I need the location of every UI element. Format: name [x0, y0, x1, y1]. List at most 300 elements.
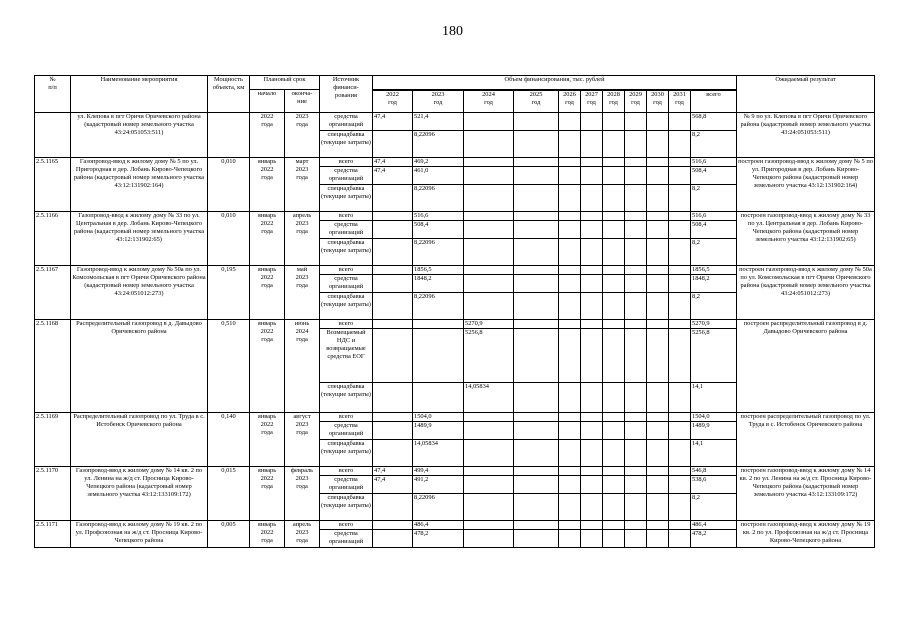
row-source: всего	[320, 467, 373, 476]
row-capacity: 0,510	[208, 320, 250, 413]
row-value	[647, 467, 669, 476]
row-value	[581, 329, 603, 383]
row-value	[647, 329, 669, 383]
row-value	[514, 329, 559, 383]
row-value: 5270,9	[464, 320, 514, 329]
row-value	[603, 113, 625, 131]
row-value: 8,22096	[413, 239, 464, 266]
row-value	[464, 158, 514, 167]
row-source: спецнадбавка (текущие затраты)	[320, 494, 373, 521]
row-value	[514, 275, 559, 293]
row-value	[559, 467, 581, 476]
row-value	[559, 131, 581, 158]
header-year-9: 2031 год	[669, 91, 691, 113]
row-value	[625, 521, 647, 530]
row-value	[559, 239, 581, 266]
row-value	[625, 467, 647, 476]
row-value	[373, 422, 413, 440]
row-value	[603, 476, 625, 494]
row-value	[373, 440, 413, 467]
row-value: 461,0	[413, 167, 464, 185]
row-value	[669, 329, 691, 383]
row-value	[581, 221, 603, 239]
row-value	[464, 239, 514, 266]
row-value	[669, 185, 691, 212]
row-value	[373, 383, 413, 413]
row-value	[514, 413, 559, 422]
row-value: 508,4	[691, 167, 737, 185]
row-value	[647, 131, 669, 158]
row-start: январь 2022 года	[250, 320, 285, 413]
row-value	[625, 185, 647, 212]
row-value	[647, 422, 669, 440]
row-id: 2.5.1170	[35, 467, 71, 521]
row-capacity: 0,015	[208, 467, 250, 521]
header-year-10: всего	[691, 91, 737, 113]
row-value	[464, 440, 514, 467]
row-value	[373, 530, 413, 548]
row-value	[559, 329, 581, 383]
row-value	[559, 275, 581, 293]
row-value	[514, 239, 559, 266]
row-value	[669, 293, 691, 320]
row-value	[647, 494, 669, 521]
row-source: средства организаций	[320, 530, 373, 548]
row-value	[669, 383, 691, 413]
row-value	[625, 275, 647, 293]
row-value	[559, 167, 581, 185]
row-result: построен газопровод-ввод к жилому дому № 50а по ул. Комсомольская в пгт Оричи Оричевского района (кадастровый номер земельного участка 43:24:051012:273)	[737, 266, 875, 320]
row-value	[581, 413, 603, 422]
row-value	[373, 521, 413, 530]
row-start: январь 2022 года	[250, 521, 285, 548]
row-value: 47,4	[373, 167, 413, 185]
row-value	[647, 266, 669, 275]
header-year-2: 2024 год	[464, 91, 514, 113]
row-value: 47,4	[373, 476, 413, 494]
row-value	[625, 221, 647, 239]
table-row	[35, 413, 875, 422]
row-value	[581, 113, 603, 131]
row-value	[669, 413, 691, 422]
row-end: март 2023 года	[285, 158, 320, 212]
row-value	[647, 113, 669, 131]
row-value: 5256,8	[464, 329, 514, 383]
row-value: 8,2	[691, 293, 737, 320]
row-source: всего	[320, 320, 373, 329]
row-value	[514, 530, 559, 548]
row-value	[514, 467, 559, 476]
row-value	[669, 158, 691, 167]
row-value	[603, 530, 625, 548]
row-value	[669, 440, 691, 467]
row-end: 2023 года	[285, 113, 320, 158]
header-source: Источник финанси- рования	[320, 76, 373, 113]
row-value	[559, 413, 581, 422]
row-value	[603, 440, 625, 467]
row-value	[413, 329, 464, 383]
row-value	[373, 329, 413, 383]
row-value	[625, 293, 647, 320]
row-value	[647, 185, 669, 212]
row-value	[373, 239, 413, 266]
row-value: 546,8	[691, 467, 737, 476]
row-value	[625, 440, 647, 467]
row-value	[514, 476, 559, 494]
row-source: всего	[320, 521, 373, 530]
row-value	[625, 266, 647, 275]
row-source: средства организаций	[320, 476, 373, 494]
row-value	[603, 521, 625, 530]
page-number: 180	[442, 24, 463, 39]
row-value	[514, 221, 559, 239]
row-value	[559, 440, 581, 467]
row-start: 2022 года	[250, 113, 285, 158]
header-plan: Плановый срок	[250, 76, 320, 90]
row-source: всего	[320, 266, 373, 275]
row-result: построен газопровод-ввод к жилому дому № 14 кв. 2 по ул. Ленина на ж/д ст. Просница Кирово-Чепецкого района (кадастровый номер земельного участка 43:12:133109:172)	[737, 467, 875, 521]
row-value	[669, 167, 691, 185]
row-value	[559, 293, 581, 320]
row-value	[581, 476, 603, 494]
row-source: средства организаций	[320, 275, 373, 293]
row-value: 1489,9	[413, 422, 464, 440]
row-value	[603, 212, 625, 221]
row-value	[669, 494, 691, 521]
row-value	[464, 413, 514, 422]
row-result: построен газопровод-ввод к жилому дому № 19 кв. 2 по ул. Профсоюзная на ж/д ст. Просница Кирово-Чепецкого района	[737, 521, 875, 548]
row-id: 2.5.1171	[35, 521, 71, 548]
row-source: спецнадбавка (текущие затраты)	[320, 239, 373, 266]
row-source: средства организаций	[320, 221, 373, 239]
row-value: 8,22096	[413, 185, 464, 212]
row-name: Распределительный газопровод в д. Давыдово Оричевского района	[71, 320, 208, 413]
row-id: 2.5.1169	[35, 413, 71, 467]
table-row	[35, 266, 875, 275]
financing-table	[34, 75, 875, 548]
row-value: 469,2	[413, 158, 464, 167]
row-value	[559, 476, 581, 494]
row-value	[373, 185, 413, 212]
row-value	[514, 266, 559, 275]
row-end: апрель 2023 года	[285, 212, 320, 266]
row-value: 516,6	[691, 212, 737, 221]
header-year-4: 2026 год	[559, 91, 581, 113]
row-value	[647, 521, 669, 530]
row-value	[603, 320, 625, 329]
row-name: Газопровод-ввод к жилому дому № 33 по ул. Центральная в дер. Лобань Кирово-Чепецкого района (кадастровый номер земельного участка 43:12:131902:65)	[71, 212, 208, 266]
row-value	[413, 320, 464, 329]
row-value	[514, 320, 559, 329]
row-value: 47,4	[373, 113, 413, 131]
row-source: спецнадбавка (текущие затраты)	[320, 185, 373, 212]
row-name: Газопровод-ввод к жилому дому № 14 кв. 2 по ул. Ленина на ж/д ст. Просница Кирово-Чепецкого района (кадастровый номер земельного участка 43:12:133109:172)	[71, 467, 208, 521]
row-value: 1489,9	[691, 422, 737, 440]
row-value	[669, 221, 691, 239]
row-id: 2.5.1166	[35, 212, 71, 266]
row-id: 2.5.1165	[35, 158, 71, 212]
row-capacity: 0,005	[208, 521, 250, 548]
row-value: 8,2	[691, 239, 737, 266]
row-value	[581, 383, 603, 413]
row-value: 516,6	[691, 158, 737, 167]
header-volume: Объем финансирования, тыс. рублей	[373, 76, 737, 90]
row-capacity: 0,010	[208, 212, 250, 266]
row-source: всего	[320, 212, 373, 221]
row-result: построен распределительный газопровод по ул. Труда в с. Истобенск Оричевского района	[737, 413, 875, 467]
row-value: 516,6	[413, 212, 464, 221]
row-value	[647, 293, 669, 320]
row-value: 8,22096	[413, 293, 464, 320]
row-value: 14,1	[691, 440, 737, 467]
row-value	[514, 293, 559, 320]
row-id: 2.5.1167	[35, 266, 71, 320]
row-value	[647, 221, 669, 239]
row-value: 5256,8	[691, 329, 737, 383]
row-value	[464, 521, 514, 530]
row-value	[625, 158, 647, 167]
row-start: январь 2022 года	[250, 467, 285, 521]
row-value	[603, 221, 625, 239]
row-value	[625, 329, 647, 383]
row-value	[514, 494, 559, 521]
row-value	[464, 494, 514, 521]
row-value	[581, 467, 603, 476]
row-value	[581, 422, 603, 440]
row-value	[514, 113, 559, 131]
header-year-8: 2030 год	[647, 91, 669, 113]
row-start: январь 2022 года	[250, 212, 285, 266]
row-capacity: 0,195	[208, 266, 250, 320]
row-end: июнь 2024 года	[285, 320, 320, 413]
row-value	[464, 266, 514, 275]
row-value	[603, 167, 625, 185]
row-value	[669, 422, 691, 440]
row-value	[669, 467, 691, 476]
row-result: построен газопровод-ввод к жилому дому № 5 по ул. Пригородная в дер. Лобань Кирово-Чепецкого района (кадастровый номер земельного участка 43:12:131902:164)	[737, 158, 875, 212]
row-value	[559, 530, 581, 548]
row-value	[603, 275, 625, 293]
header-plan-start: начало	[250, 90, 285, 113]
row-name: ул. Клепова в пгт Оричи Оричевского района (кадастровый номер земельного участка 43:24:051053:511)	[71, 113, 208, 158]
row-value	[581, 494, 603, 521]
row-value	[603, 467, 625, 476]
row-value: 1848,2	[691, 275, 737, 293]
table-row	[35, 158, 875, 167]
row-value	[669, 275, 691, 293]
row-value	[603, 131, 625, 158]
row-value	[581, 530, 603, 548]
row-value	[647, 440, 669, 467]
row-value	[647, 158, 669, 167]
row-value	[373, 221, 413, 239]
row-value	[669, 266, 691, 275]
table-row	[35, 320, 875, 329]
row-value	[464, 212, 514, 221]
row-value	[464, 530, 514, 548]
row-value	[464, 221, 514, 239]
row-end: август 2023 года	[285, 413, 320, 467]
row-value: 486,4	[413, 521, 464, 530]
table-row	[35, 212, 875, 221]
row-value	[669, 521, 691, 530]
row-value	[514, 212, 559, 221]
row-value	[373, 275, 413, 293]
row-value	[373, 494, 413, 521]
row-value	[581, 167, 603, 185]
row-capacity	[208, 113, 250, 158]
row-name: Газопровод-ввод к жилому дому № 50а по ул. Комсомольская в пгт Оричи Оричевского района (кадастровый номер земельного участка 43:24:051012:273)	[71, 266, 208, 320]
table-row	[35, 521, 875, 530]
row-value	[669, 239, 691, 266]
row-value	[514, 521, 559, 530]
row-value	[625, 167, 647, 185]
row-value	[669, 320, 691, 329]
row-value	[647, 383, 669, 413]
header-name: Наименование мероприятия	[71, 76, 208, 113]
row-value: 568,8	[691, 113, 737, 131]
header-year-0: 2022 год	[373, 91, 413, 113]
row-name: Газопровод-ввод к жилому дому № 5 по ул. Пригородная в дер. Лобань Кирово-Чепецкого района (кадастровый номер земельного участка 43:12:131902:164)	[71, 158, 208, 212]
row-value	[625, 413, 647, 422]
row-value	[625, 239, 647, 266]
row-start: январь 2022 года	[250, 158, 285, 212]
row-value	[625, 422, 647, 440]
row-value	[581, 266, 603, 275]
row-capacity: 0,010	[208, 158, 250, 212]
row-value	[669, 212, 691, 221]
row-value	[559, 320, 581, 329]
row-value	[581, 239, 603, 266]
row-value	[603, 239, 625, 266]
row-value: 1856,5	[691, 266, 737, 275]
row-value	[603, 158, 625, 167]
header-capacity: Мощность объекта, км	[208, 76, 250, 113]
row-source: всего	[320, 413, 373, 422]
row-value	[373, 320, 413, 329]
row-value	[669, 113, 691, 131]
row-value: 14,1	[691, 383, 737, 413]
row-value	[559, 158, 581, 167]
row-source: спецнадбавка (текущие затраты)	[320, 383, 373, 413]
row-value	[464, 113, 514, 131]
row-value	[625, 530, 647, 548]
row-value: 486,4	[691, 521, 737, 530]
table-row	[35, 113, 875, 131]
header-year-3: 2025 год	[514, 91, 559, 113]
header-no: № п/п	[35, 76, 71, 113]
row-value	[669, 131, 691, 158]
row-value	[647, 320, 669, 329]
row-value	[581, 521, 603, 530]
row-value	[464, 293, 514, 320]
row-value: 1848,2	[413, 275, 464, 293]
row-start: январь 2022 года	[250, 266, 285, 320]
row-value: 1504,0	[413, 413, 464, 422]
row-value: 8,2	[691, 494, 737, 521]
row-value: 491,2	[413, 476, 464, 494]
row-result: № 9 по ул. Клепова в пгт Оричи Оричевского района (кадастровый номер земельного участка 43:24:051053:511)	[737, 113, 875, 158]
row-value: 8,22096	[413, 494, 464, 521]
row-value	[581, 185, 603, 212]
row-value	[581, 212, 603, 221]
row-result: построен распределительный газопровод в д. Давыдово Оричевского района	[737, 320, 875, 413]
row-value	[581, 320, 603, 329]
row-value	[581, 131, 603, 158]
row-value: 14,05834	[413, 440, 464, 467]
row-name: Газопровод-ввод к жилому дому № 19 кв. 2 по ул. Профсоюзная на ж/д ст. Просница Кирово-Чепецкого района	[71, 521, 208, 548]
row-source: спецнадбавка (текущие затраты)	[320, 440, 373, 467]
row-value	[625, 320, 647, 329]
row-value	[647, 530, 669, 548]
row-value	[625, 476, 647, 494]
row-id: 2.5.1168	[35, 320, 71, 413]
row-value	[625, 113, 647, 131]
header-year-1: 2023 год	[413, 91, 464, 113]
row-result: построен газопровод-ввод к жилому дому № 33 по ул. Центральная в дер. Лобань Кирово-Чепецкого района (кадастровый номер земельного участка 43:12:131902:65)	[737, 212, 875, 266]
row-value	[603, 422, 625, 440]
row-value	[373, 293, 413, 320]
row-value	[373, 131, 413, 158]
row-source: спецнадбавка (текущие затраты)	[320, 131, 373, 158]
row-value	[603, 329, 625, 383]
row-value	[603, 494, 625, 521]
row-value	[514, 131, 559, 158]
row-value	[559, 113, 581, 131]
row-value	[559, 212, 581, 221]
header-year-5: 2027 год	[581, 91, 603, 113]
row-value	[373, 212, 413, 221]
row-value: 47,4	[373, 158, 413, 167]
row-value: 8,22096	[413, 131, 464, 158]
row-value	[603, 266, 625, 275]
row-value	[464, 476, 514, 494]
row-value: 478,2	[413, 530, 464, 548]
row-value	[581, 275, 603, 293]
row-value	[464, 167, 514, 185]
row-value	[514, 158, 559, 167]
row-value	[559, 422, 581, 440]
row-value: 8,2	[691, 131, 737, 158]
row-value: 499,4	[413, 467, 464, 476]
row-name: Распределительный газопровод по ул. Труда в с. Истобенск Оричевского района	[71, 413, 208, 467]
row-id	[35, 113, 71, 158]
row-value	[514, 383, 559, 413]
row-value	[514, 440, 559, 467]
row-value	[647, 212, 669, 221]
row-value: 8,2	[691, 185, 737, 212]
table-row	[35, 467, 875, 476]
row-value: 508,4	[691, 221, 737, 239]
row-source: средства организаций	[320, 113, 373, 131]
row-value	[464, 467, 514, 476]
row-value	[625, 212, 647, 221]
row-value: 521,4	[413, 113, 464, 131]
row-value	[464, 275, 514, 293]
row-value	[625, 131, 647, 158]
row-value	[373, 413, 413, 422]
row-value	[581, 158, 603, 167]
row-value	[603, 383, 625, 413]
row-value	[413, 383, 464, 413]
header-plan-end: оконча- ние	[285, 90, 320, 113]
header-year-7: 2029 год	[625, 91, 647, 113]
row-value	[464, 185, 514, 212]
row-value	[514, 167, 559, 185]
row-value	[625, 383, 647, 413]
row-value: 538,6	[691, 476, 737, 494]
row-value: 5270,9	[691, 320, 737, 329]
